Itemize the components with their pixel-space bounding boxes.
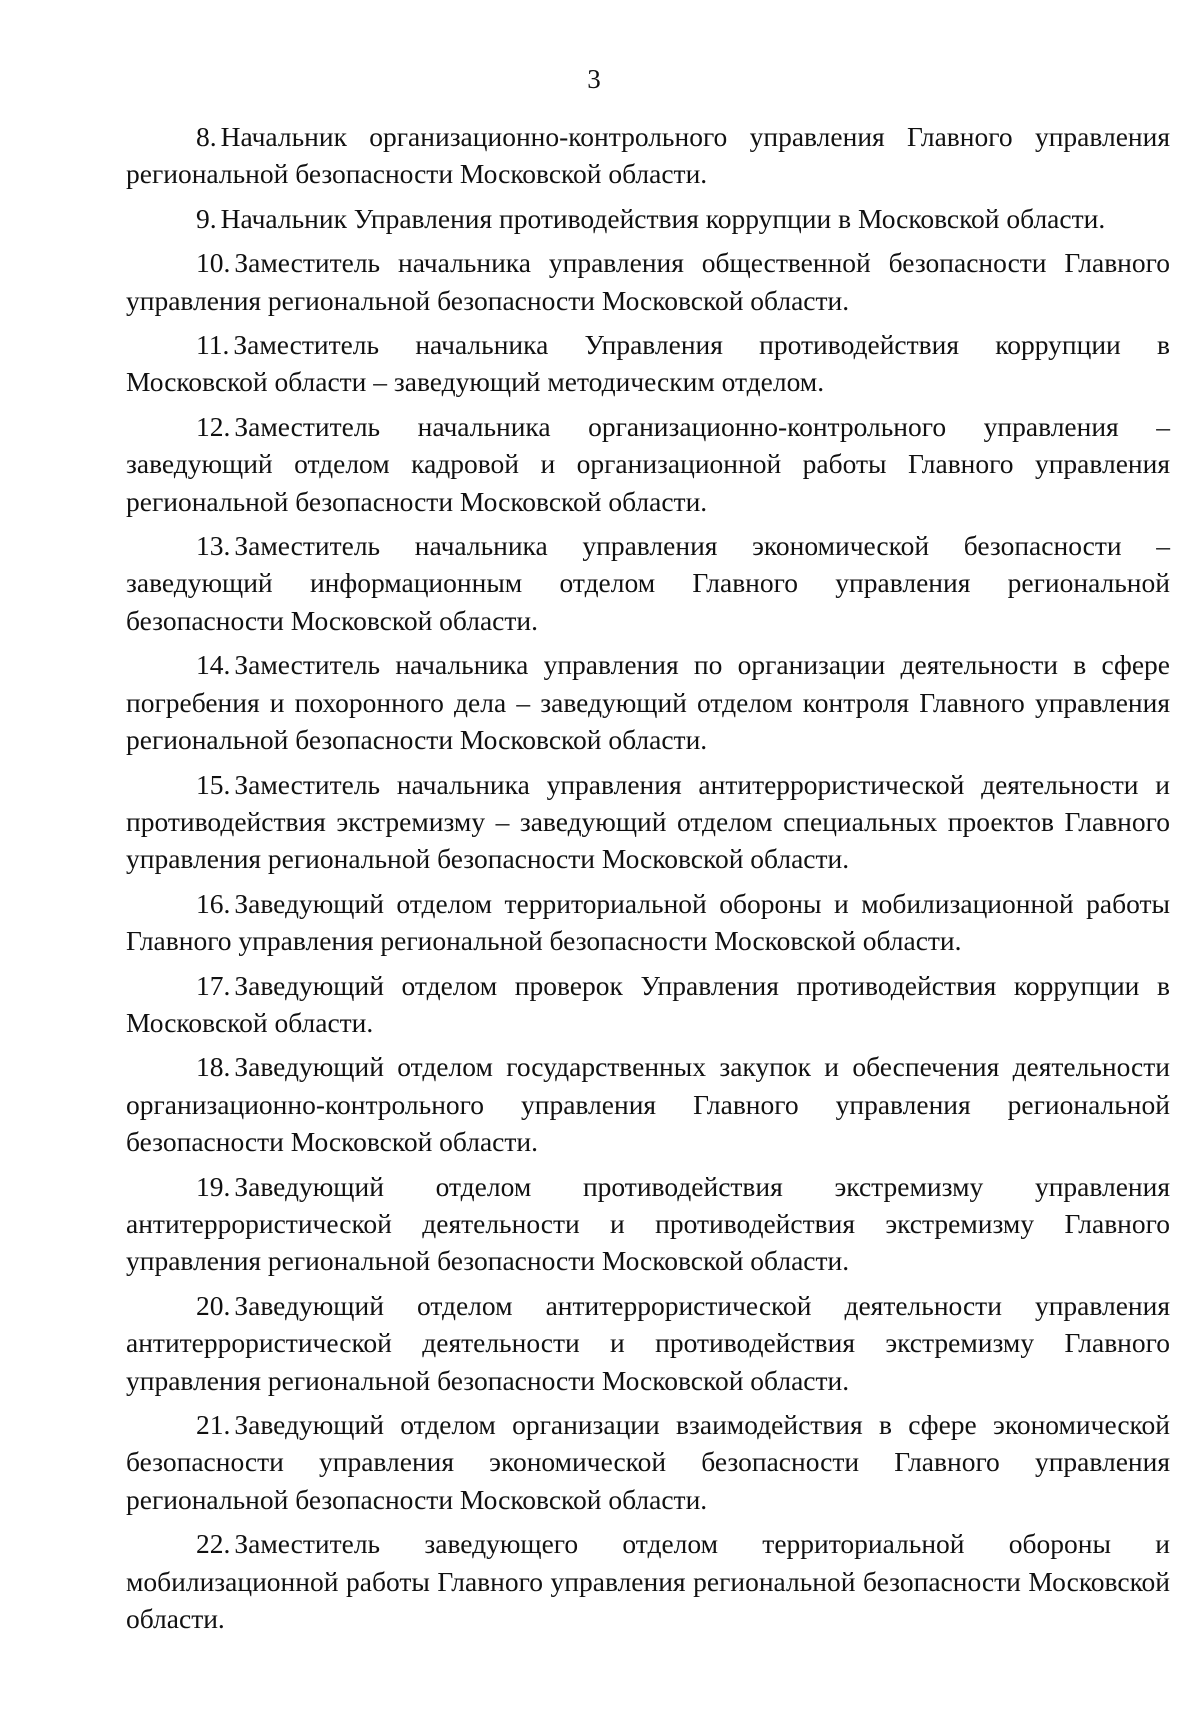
item-text: Заведующий отделом государственных закупок и обеспечения деятельности организационно-контрольного управления Главного управления региональной безопасности Московской области. bbox=[126, 1051, 1170, 1158]
item-number: 8. bbox=[196, 121, 217, 152]
list-item bbox=[126, 1406, 1170, 1518]
list-item bbox=[126, 244, 1170, 319]
item-number: 16. bbox=[196, 887, 231, 919]
list-item bbox=[126, 200, 1170, 237]
document-body bbox=[126, 118, 1170, 1644]
list-item bbox=[126, 408, 1170, 520]
item-text: Начальник Управления противодействия коррупции в Московской области. bbox=[220, 202, 1106, 234]
item-text: Заведующий отделом проверок Управления противодействия коррупции в Московской области. bbox=[126, 969, 1170, 1038]
item-text: Заместитель начальника управления экономической безопасности – заведующий информационным отделом Главного управления региональной безопасности Московской области. bbox=[126, 530, 1170, 636]
item-text: Заведующий отделом антитеррористической деятельности управления антитеррористической деятельности и противодействия экстремизму Главного управления региональной безопасности Московской области. bbox=[126, 1289, 1170, 1396]
list-item bbox=[126, 766, 1170, 878]
list-item bbox=[126, 1525, 1170, 1637]
list-item bbox=[126, 1048, 1170, 1160]
list-item bbox=[126, 326, 1170, 401]
item-text: Заведующий отделом противодействия экстремизму управления антитеррористической деятельности и противодействия экстремизму Главного управления региональной безопасности Московской области. bbox=[126, 1170, 1170, 1277]
page-number: 3 bbox=[587, 64, 601, 94]
item-number: 19. bbox=[196, 1170, 231, 1202]
item-number: 15. bbox=[196, 768, 231, 800]
item-number: 18. bbox=[196, 1051, 231, 1083]
list-item bbox=[126, 1168, 1170, 1280]
item-number: 22. bbox=[196, 1528, 231, 1560]
item-text: Заведующий отделом организации взаимодействия в сфере экономической безопасности управления экономической безопасности Главного управления региональной безопасности Московской области. bbox=[126, 1409, 1170, 1515]
item-text: Заместитель начальника управления антитеррористической деятельности и противодействия экстремизму – заведующий отделом специальных проектов Главного управления региональной безопасности Московской области. bbox=[126, 768, 1170, 875]
item-number: 12. bbox=[196, 410, 231, 442]
item-number: 20. bbox=[196, 1289, 231, 1321]
item-number: 17. bbox=[196, 969, 231, 1001]
item-text: Заведующий отделом территориальной обороны и мобилизационной работы Главного управления региональной безопасности Московской области. bbox=[126, 887, 1170, 957]
item-text: Заместитель начальника управления общественной безопасности Главного управления региональной безопасности Московской области. bbox=[126, 247, 1170, 316]
list-item bbox=[126, 527, 1170, 639]
item-text: Заместитель начальника управления по организации деятельности в сфере погребения и похоронного дела – заведующий отделом контроля Главного управления региональной безопасности Московской области. bbox=[126, 649, 1170, 756]
item-number: 21. bbox=[196, 1409, 231, 1440]
item-text: Заместитель заведующего отделом территориальной обороны и мобилизационной работы Главного управления региональной безопасности Московской области. bbox=[126, 1528, 1170, 1635]
list-item bbox=[126, 118, 1170, 193]
item-text: Заместитель начальника Управления противодействия коррупции в Московской области – заведующий методическим отделом. bbox=[126, 329, 1170, 398]
item-text: Заместитель начальника организационно-контрольного управления – заведующий отделом кадровой и организационной работы Главного управления региональной безопасности Московской области. bbox=[126, 410, 1170, 517]
item-number: 14. bbox=[196, 649, 231, 681]
list-item bbox=[126, 1287, 1170, 1399]
list-item bbox=[126, 967, 1170, 1042]
item-number: 13. bbox=[196, 530, 231, 562]
item-number: 11. bbox=[196, 329, 230, 361]
list-item bbox=[126, 646, 1170, 758]
item-number: 10. bbox=[196, 247, 231, 279]
item-text: Начальник организационно-контрольного управления Главного управления региональной безопасности Московской области. bbox=[126, 121, 1170, 190]
item-number: 9. bbox=[196, 202, 217, 234]
list-item bbox=[126, 885, 1170, 960]
